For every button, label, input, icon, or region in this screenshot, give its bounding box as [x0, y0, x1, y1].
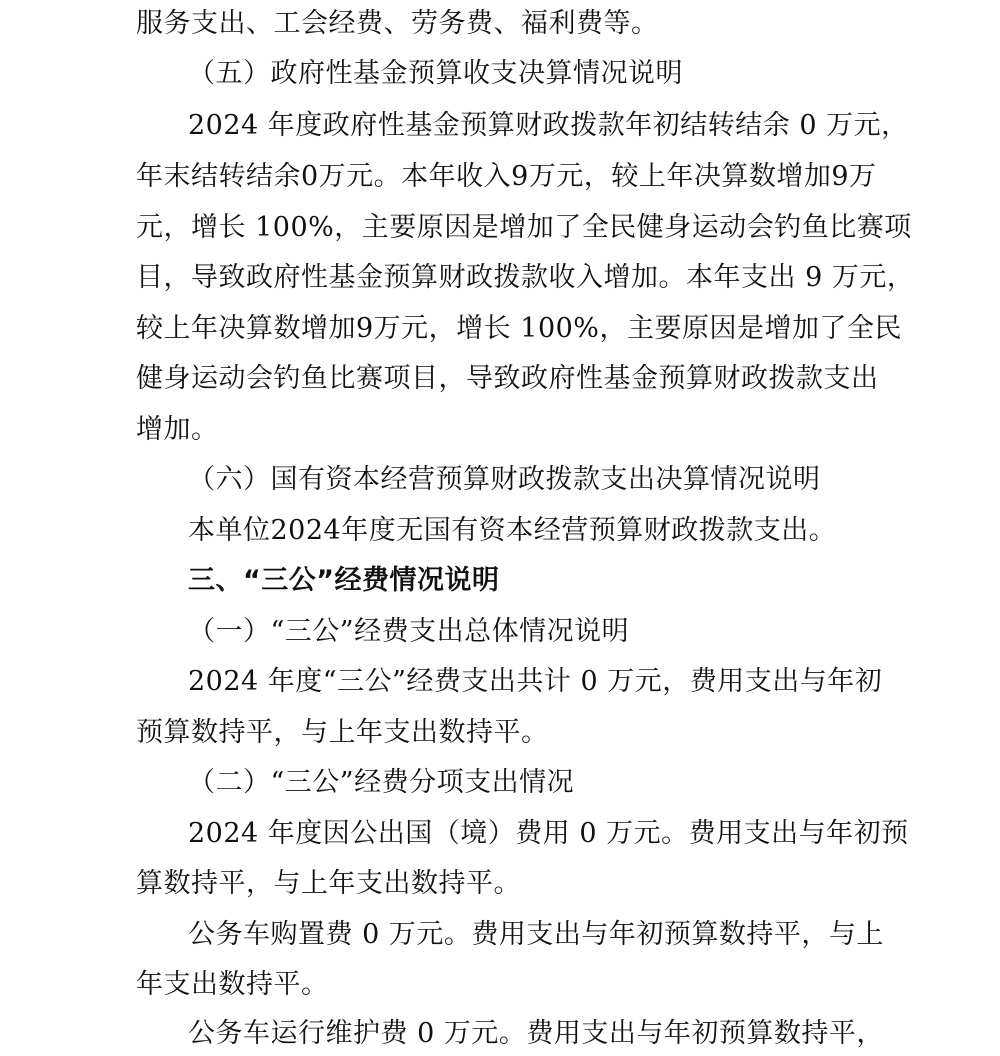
text-line: 健身运动会钓鱼比赛项目，导致政府性基金预算财政拨款支出: [136, 363, 879, 394]
text-line: 年末结转结余0万元。本年收入9万元，较上年决算数增加9万: [136, 161, 877, 192]
text-line: 较上年决算数增加9万元，增长 100%，主要原因是增加了全民: [136, 313, 902, 344]
text-line: 2024 年度政府性基金预算财政拨款年初结转结余 0 万元，: [188, 110, 909, 141]
text-line: 年支出数持平。: [136, 969, 329, 1000]
text-line: 目，导致政府性基金预算财政拨款收入增加。本年支出 9 万元，: [136, 262, 915, 293]
text-line: 2024 年度“三公”经费支出共计 0 万元，费用支出与年初: [188, 666, 883, 697]
text-line: 2024 年度因公出国（境）费用 0 万元。费用支出与年初预: [188, 818, 909, 849]
text-line: 预算数持平，与上年支出数持平。: [136, 717, 549, 748]
main-heading-3: 三、“三公”经费情况说明: [188, 565, 500, 596]
section-heading-6: （六）国有资本经营预算财政拨款支出决算情况说明: [188, 464, 821, 495]
text-line: 元，增长 100%，主要原因是增加了全民健身运动会钓鱼比赛项: [136, 212, 912, 243]
section-heading-5: （五）政府性基金预算收支决算情况说明: [188, 58, 683, 89]
text-line: 服务支出、工会经费、劳务费、福利费等。: [136, 8, 659, 39]
text-line: 公务车购置费 0 万元。费用支出与年初预算数持平，与上: [188, 919, 884, 950]
text-line: 公务车运行维护费 0 万元。费用支出与年初预算数持平，: [188, 1018, 884, 1049]
section-heading-2: （二）“三公”经费分项支出情况: [188, 767, 575, 798]
text-line: 算数持平，与上年支出数持平。: [136, 868, 521, 899]
text-line: 增加。: [136, 414, 219, 445]
text-line: 本单位2024年度无国有资本经营预算财政拨款支出。: [188, 515, 837, 546]
section-heading-1: （一）“三公”经费支出总体情况说明: [188, 616, 630, 647]
